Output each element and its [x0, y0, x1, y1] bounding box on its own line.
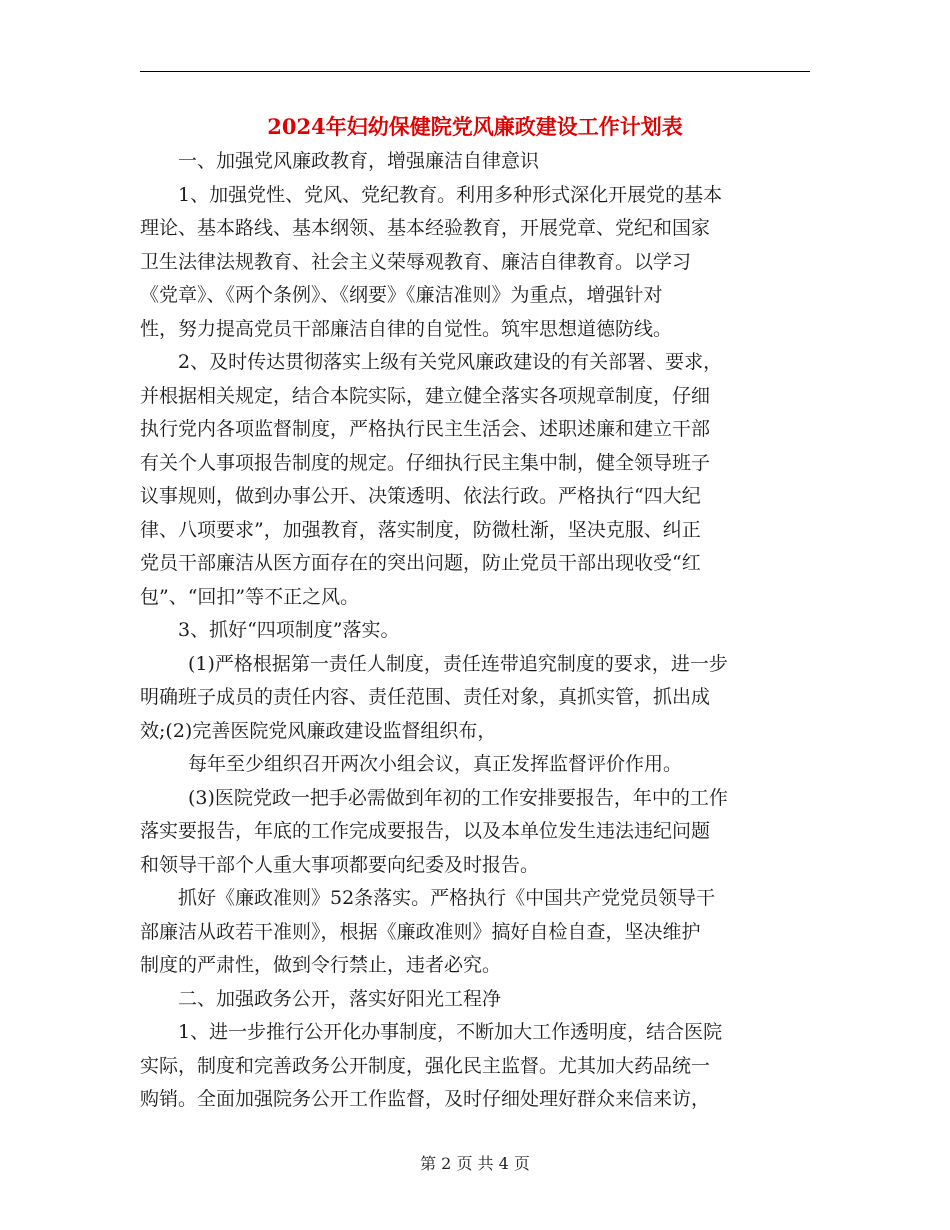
text-line: 有关个人事项报告制度的规定。仔细执行民主集中制，健全领导班子 [140, 451, 711, 474]
text-line: 2、及时传达贯彻落实上级有关党风廉政建设的有关部署、要求， [178, 351, 723, 373]
page-number: 第 2 页 共 4 页 [420, 1154, 530, 1173]
text-line: 实际，制度和完善政务公开制度，强化民主监督。尤其加大药品统一 [140, 1054, 711, 1077]
paragraph [140, 1016, 810, 1117]
section-heading [140, 983, 810, 1017]
text-line: 落实要报告，年底的工作完成要报告，以及本单位发生违法违纪问题 [140, 820, 711, 842]
text-line: 执行党内各项监督制度，严格执行民主生活会、述职述廉和建立干部 [140, 418, 711, 440]
text-line: 3、抓好“四项制度”落实。 [178, 619, 400, 641]
text-line: 制度的严肃性，做到令行禁止，违者必究。 [140, 954, 502, 976]
text-line: 理论、基本路线、基本纲领、基本经验教育，开展党章、党纪和国家 [140, 217, 711, 239]
paragraph [140, 648, 810, 749]
text-line: 每年至少组织召开两次小组会议，真正发挥监督评价作用。 [188, 753, 683, 775]
document-body [140, 145, 810, 1117]
text-line: (3)医院党政一把手必需做到年初的工作安排要报告，年中的工作 [188, 786, 728, 809]
text-line: (1)严格根据第一责任人制度，责任连带追究制度的要求，进一步 [188, 652, 728, 675]
paragraph [140, 748, 810, 782]
text-line: 和领导干部个人重大事项都要向纪委及时报告。 [140, 853, 540, 876]
text-line: 一、加强党风廉政教育，增强廉洁自律意识 [178, 150, 540, 172]
text-line: 明确班子成员的责任内容、责任范围、责任对象，真抓实管，抓出成 [140, 686, 711, 708]
text-line: 性，努力提高党员干部廉洁自律的自觉性。筑牢思想道德防线。 [140, 317, 673, 340]
paragraph [140, 882, 810, 983]
paragraph [140, 179, 810, 347]
text-line: 效;(2)完善医院党风廉政建设监督组织布， [140, 719, 497, 742]
header-rule [140, 71, 810, 72]
text-line: 律、八项要求”，加强教育，落实制度，防微杜渐，坚决克服、纠正 [140, 518, 701, 541]
text-line: 《党章》、《两个条例》、《纲要》《廉洁准则》为重点，增强针对 [140, 284, 663, 306]
paragraph [140, 614, 810, 648]
text-line: 1、加强党性、党风、党纪教育。利用多种形式深化开展党的基本 [178, 183, 723, 206]
text-line: 部廉洁从政若干准则》，根据《廉政准则》搞好自检自查，坚决维护 [140, 920, 701, 943]
text-line: 并根据相关规定，结合本院实际，建立健全落实各项规章制度，仔细 [140, 384, 711, 407]
text-line: 抓好《廉政准则》52条落实。严格执行《中国共产党党员领导干 [178, 887, 716, 909]
text-line: 购销。全面加强院务公开工作监督，及时仔细处理好群众来信来访， [140, 1088, 711, 1110]
paragraph [140, 346, 810, 614]
text-line: 议事规则，做到办事公开、决策透明、依法行政。严格执行“四大纪 [140, 485, 701, 507]
paragraph [140, 782, 810, 883]
text-line: 党员干部廉洁从医方面存在的突出问题，防止党员干部出现收受“红 [140, 552, 701, 574]
text-line: 卫生法律法规教育、社会主义荣辱观教育、廉洁自律教育。以学习 [140, 250, 692, 273]
text-line: 包”、“回扣”等不正之风。 [140, 585, 360, 608]
text-line: 二、加强政务公开，落实好阳光工程净 [178, 987, 502, 1010]
section-heading [140, 145, 810, 179]
document-title: 2024年妇幼保健院党风廉政建设工作计划表 [267, 114, 683, 139]
text-line: 1、进一步推行公开化办事制度，不断加大工作透明度，结合医院 [178, 1021, 723, 1043]
